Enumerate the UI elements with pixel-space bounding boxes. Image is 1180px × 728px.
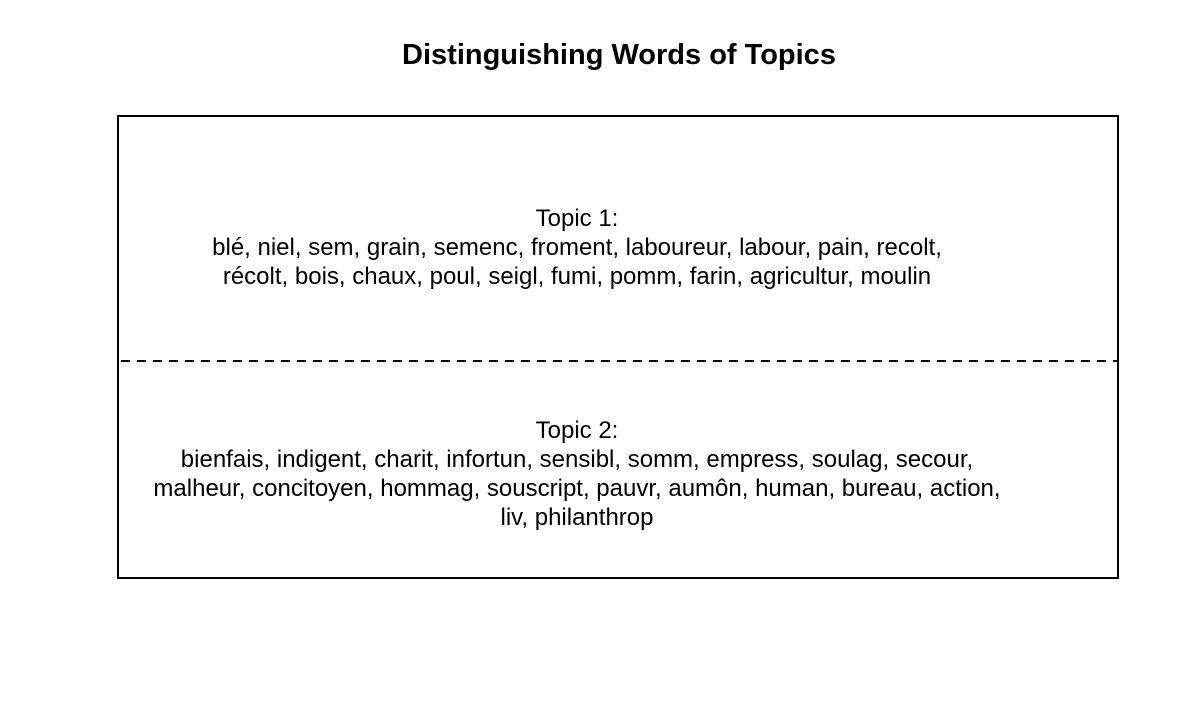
topic-1-words-line: récolt, bois, chaux, poul, seigl, fumi, pomm, farin, agricultur, moulin [222, 263, 932, 290]
topic-1-words-line: blé, niel, sem, grain, semenc, froment, laboureur, labour, pain, recolt, [212, 234, 942, 261]
topic-2-label: Topic 2: [535, 417, 619, 444]
figure-title: Distinguishing Words of Topics [402, 39, 836, 71]
topic-2-words-line: malheur, concitoyen, hommag, souscript, pauvr, aumôn, human, bureau, action, [153, 475, 1001, 502]
topic-2-words-line: bienfais, indigent, charit, infortun, sensibl, somm, empress, soulag, secour, [180, 446, 974, 473]
topic-2-block [77, 416, 1077, 532]
topic-2-words-line: liv, philanthrop [500, 504, 654, 531]
dashed-divider [121, 360, 1117, 362]
topic-1-label: Topic 1: [535, 205, 619, 232]
topic-1-block [77, 204, 1077, 291]
